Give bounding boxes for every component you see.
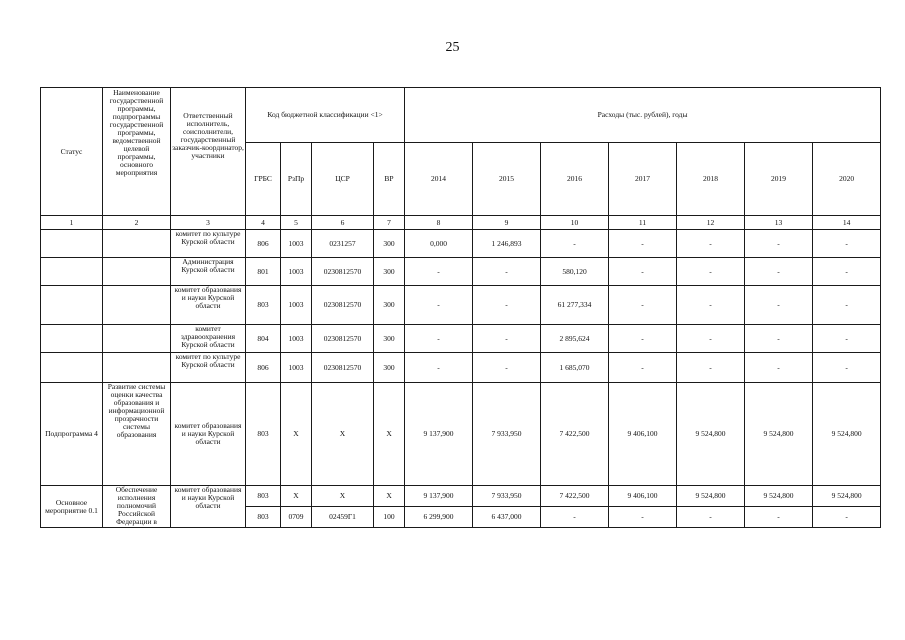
table-row <box>41 230 881 258</box>
amount-cell: 9 137,900 <box>405 486 473 507</box>
amount-cell: 9 524,800 <box>745 486 813 507</box>
header-row-top <box>41 88 881 143</box>
subprogram-executor: комитет образования и науки Курской области <box>171 383 246 486</box>
header-name: Наименование государственной программы, подпрограммы государственной программы, ведомственной целевой программы, основного мероприятия <box>103 88 171 216</box>
name-cell <box>103 286 171 325</box>
amount-cell: 0,000 <box>405 230 473 258</box>
amount-cell: 580,120 <box>541 258 609 286</box>
name-cell <box>103 353 171 383</box>
csr-cell: X <box>312 383 374 486</box>
vr-cell: 300 <box>374 353 405 383</box>
amount-cell: 9 406,100 <box>609 383 677 486</box>
amount-cell: - <box>813 325 881 353</box>
amount-cell: 9 524,800 <box>677 383 745 486</box>
csr-cell: 0230812570 <box>312 258 374 286</box>
column-number: 6 <box>312 216 374 230</box>
executor-cell: комитет образования и науки Курской области <box>171 286 246 325</box>
amount-cell: 7 933,950 <box>473 486 541 507</box>
amount-cell: 1 685,070 <box>541 353 609 383</box>
column-number: 10 <box>541 216 609 230</box>
amount-cell: - <box>609 230 677 258</box>
grbs-cell: 804 <box>246 325 281 353</box>
amount-cell: - <box>541 507 609 528</box>
amount-cell: - <box>677 507 745 528</box>
csr-cell: 0230812570 <box>312 353 374 383</box>
vr-cell: X <box>374 486 405 507</box>
amount-cell: - <box>745 507 813 528</box>
amount-cell: - <box>745 353 813 383</box>
amount-cell: 9 406,100 <box>609 486 677 507</box>
subprogram-status: Подпрограмма 4 <box>41 383 103 486</box>
measure-status: Основное мероприятие 0.1 <box>41 486 103 528</box>
name-cell <box>103 325 171 353</box>
subprogram-name: Развитие системы оценки качества образования и информационной прозрачности системы образования <box>103 383 171 486</box>
amount-cell: - <box>745 258 813 286</box>
amount-cell: 1 246,893 <box>473 230 541 258</box>
amount-cell: - <box>813 258 881 286</box>
table-row <box>41 286 881 325</box>
amount-cell: - <box>405 258 473 286</box>
executor-cell: комитет здравоохранения Курской области <box>171 325 246 353</box>
header-year: 2016 <box>541 143 609 216</box>
amount-cell: - <box>405 353 473 383</box>
header-year: 2015 <box>473 143 541 216</box>
amount-cell: - <box>405 325 473 353</box>
amount-cell: - <box>677 286 745 325</box>
amount-cell: - <box>677 258 745 286</box>
page-number: 25 <box>445 40 460 55</box>
column-number: 3 <box>171 216 246 230</box>
amount-cell: - <box>677 230 745 258</box>
table-row <box>41 258 881 286</box>
header-status: Статус <box>41 88 103 216</box>
vr-cell: 300 <box>374 230 405 258</box>
grbs-cell: 803 <box>246 486 281 507</box>
amount-cell: 7 422,500 <box>541 486 609 507</box>
amount-cell: - <box>609 258 677 286</box>
status-cell <box>41 325 103 353</box>
amount-cell: - <box>813 353 881 383</box>
table-row <box>41 325 881 353</box>
grbs-cell: 803 <box>246 286 281 325</box>
amount-cell: - <box>813 230 881 258</box>
column-number: 1 <box>41 216 103 230</box>
amount-cell: - <box>813 286 881 325</box>
header-rzpr: РзПр <box>281 143 312 216</box>
budget-table <box>40 87 881 528</box>
amount-cell: - <box>609 353 677 383</box>
name-cell <box>103 258 171 286</box>
amount-cell: - <box>609 325 677 353</box>
measure-row <box>41 486 881 507</box>
vr-cell: 300 <box>374 286 405 325</box>
csr-cell: X <box>312 486 374 507</box>
rzpr-cell: 1003 <box>281 230 312 258</box>
rzpr-cell: 1003 <box>281 258 312 286</box>
rzpr-cell: 0709 <box>281 507 312 528</box>
amount-cell: - <box>745 325 813 353</box>
rzpr-cell: 1003 <box>281 353 312 383</box>
vr-cell: X <box>374 383 405 486</box>
amount-cell: - <box>745 230 813 258</box>
amount-cell: 9 524,800 <box>813 486 881 507</box>
executor-cell: комитет по культуре Курской области <box>171 230 246 258</box>
amount-cell: - <box>541 230 609 258</box>
executor-cell: комитет по культуре Курской области <box>171 353 246 383</box>
column-number: 4 <box>246 216 281 230</box>
csr-cell: 0231257 <box>312 230 374 258</box>
column-number: 2 <box>103 216 171 230</box>
measure-name: Обеспечение исполнения полномочий Российской Федерации в <box>103 486 171 528</box>
column-number: 13 <box>745 216 813 230</box>
amount-cell: 6 299,900 <box>405 507 473 528</box>
amount-cell: - <box>609 507 677 528</box>
status-cell <box>41 258 103 286</box>
header-grbs: ГРБС <box>246 143 281 216</box>
header-year: 2018 <box>677 143 745 216</box>
column-number: 7 <box>374 216 405 230</box>
column-number: 5 <box>281 216 312 230</box>
amount-cell: - <box>677 353 745 383</box>
vr-cell: 100 <box>374 507 405 528</box>
rzpr-cell: 1003 <box>281 325 312 353</box>
amount-cell: 61 277,334 <box>541 286 609 325</box>
status-cell <box>41 230 103 258</box>
header-year: 2019 <box>745 143 813 216</box>
amount-cell: 2 895,624 <box>541 325 609 353</box>
amount-cell: 7 933,950 <box>473 383 541 486</box>
vr-cell: 300 <box>374 258 405 286</box>
amount-cell: 9 524,800 <box>677 486 745 507</box>
amount-cell: 9 524,800 <box>813 383 881 486</box>
amount-cell: - <box>473 258 541 286</box>
csr-cell: 0230812570 <box>312 325 374 353</box>
amount-cell: - <box>745 286 813 325</box>
amount-cell: - <box>609 286 677 325</box>
header-csr: ЦСР <box>312 143 374 216</box>
executor-cell: Администрация Курской области <box>171 258 246 286</box>
column-numbers-row <box>41 216 881 230</box>
measure-executor: комитет образования и науки Курской области <box>171 486 246 528</box>
amount-cell: - <box>473 286 541 325</box>
grbs-cell: 803 <box>246 507 281 528</box>
name-cell <box>103 230 171 258</box>
header-expenses: Расходы (тыс. рублей), годы <box>405 88 881 143</box>
header-year: 2014 <box>405 143 473 216</box>
column-number: 8 <box>405 216 473 230</box>
rzpr-cell: X <box>281 486 312 507</box>
header-year: 2017 <box>609 143 677 216</box>
amount-cell: 9 137,900 <box>405 383 473 486</box>
grbs-cell: 803 <box>246 383 281 486</box>
status-cell <box>41 353 103 383</box>
column-number: 14 <box>813 216 881 230</box>
amount-cell: 7 422,500 <box>541 383 609 486</box>
amount-cell: - <box>813 507 881 528</box>
amount-cell: - <box>473 325 541 353</box>
column-number: 12 <box>677 216 745 230</box>
table-body <box>41 88 881 528</box>
vr-cell: 300 <box>374 325 405 353</box>
grbs-cell: 806 <box>246 353 281 383</box>
csr-cell: 0230812570 <box>312 286 374 325</box>
grbs-cell: 801 <box>246 258 281 286</box>
header-executor: Ответственный исполнитель, соисполнители, государственный заказчик-координатор, участники <box>171 88 246 216</box>
grbs-cell: 806 <box>246 230 281 258</box>
csr-cell: 02459Г1 <box>312 507 374 528</box>
rzpr-cell: 1003 <box>281 286 312 325</box>
header-budget-code: Код бюджетной классификации <1> <box>246 88 405 143</box>
table-row <box>41 353 881 383</box>
header-vr: ВР <box>374 143 405 216</box>
amount-cell: - <box>677 325 745 353</box>
header-year: 2020 <box>813 143 881 216</box>
column-number: 11 <box>609 216 677 230</box>
subprogram-row <box>41 383 881 486</box>
column-number: 9 <box>473 216 541 230</box>
amount-cell: - <box>473 353 541 383</box>
amount-cell: 9 524,800 <box>745 383 813 486</box>
amount-cell: - <box>405 286 473 325</box>
rzpr-cell: X <box>281 383 312 486</box>
amount-cell: 6 437,000 <box>473 507 541 528</box>
status-cell <box>41 286 103 325</box>
